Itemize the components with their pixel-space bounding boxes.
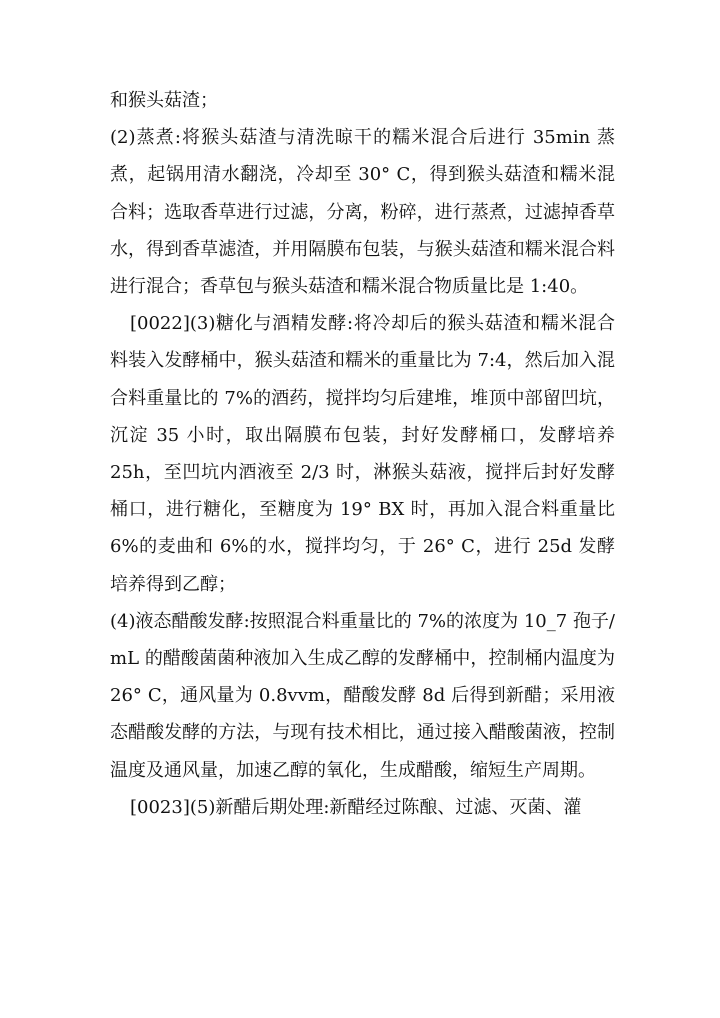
paragraph-step-4-acetic-fermentation: (4)液态醋酸发酵:按照混合料重量比的 7%的浓度为 10_7 孢子/ mL 的醋酸菌菌种液加入生成乙醇的发酵桶中，控制桶内温度为 26° C，通风量为 0.8vvm，醋酸发酵 8d 后得到新醋；采用液态醋酸发酵的方法，与现有技术相比，通过接入醋酸菌液，控制温度及通风量，加速乙醇的氧化，生成醋酸，缩短生产周期。 [110,610,615,781]
document-body [110,82,615,826]
paragraph-step-2-steaming: (2)蒸煮:将猴头菇渣与清洗晾干的糯米混合后进行 35min 蒸煮，起锅用清水翻浇，冷却至 30° C，得到猴头菇渣和糯米混合料；选取香草进行过滤，分离，粉碎，进行蒸煮，过滤掉香草水，得到香草滤渣，并用隔膜布包装，与猴头菇渣和糯米混合料进行混合；香草包与猴头菇渣和糯米混合物质量比是 1:40。 [110,127,615,298]
paragraph-0023-post-processing: [0023](5)新醋后期处理:新醋经过陈酿、过滤、灭菌、灌 [130,796,582,818]
paragraph-continuation: 和猴头菇渣； [110,90,218,111]
paragraph-0022-saccharification: [0022](3)糖化与酒精发酵:将冷却后的猴头菇渣和糯米混合料装入发酵桶中，猴头菇渣和糯米的重量比为 7:4，然后加入混合料重量比的 7%的酒药，搅拌均匀后建堆，堆顶中部留凹坑，沉淀 35 小时，取出隔膜布包装，封好发酵桶口，发酵培养 25h，至凹坑内酒液至 2/3 时，淋猴头菇液，搅拌后封好发酵桶口，进行糖化，至糖度为 19° BX 时，再加入混合料重量比 6%的麦曲和 6%的水，搅拌均匀，于 26° C，进行 25d 发酵培养得到乙醇； [110,313,615,595]
